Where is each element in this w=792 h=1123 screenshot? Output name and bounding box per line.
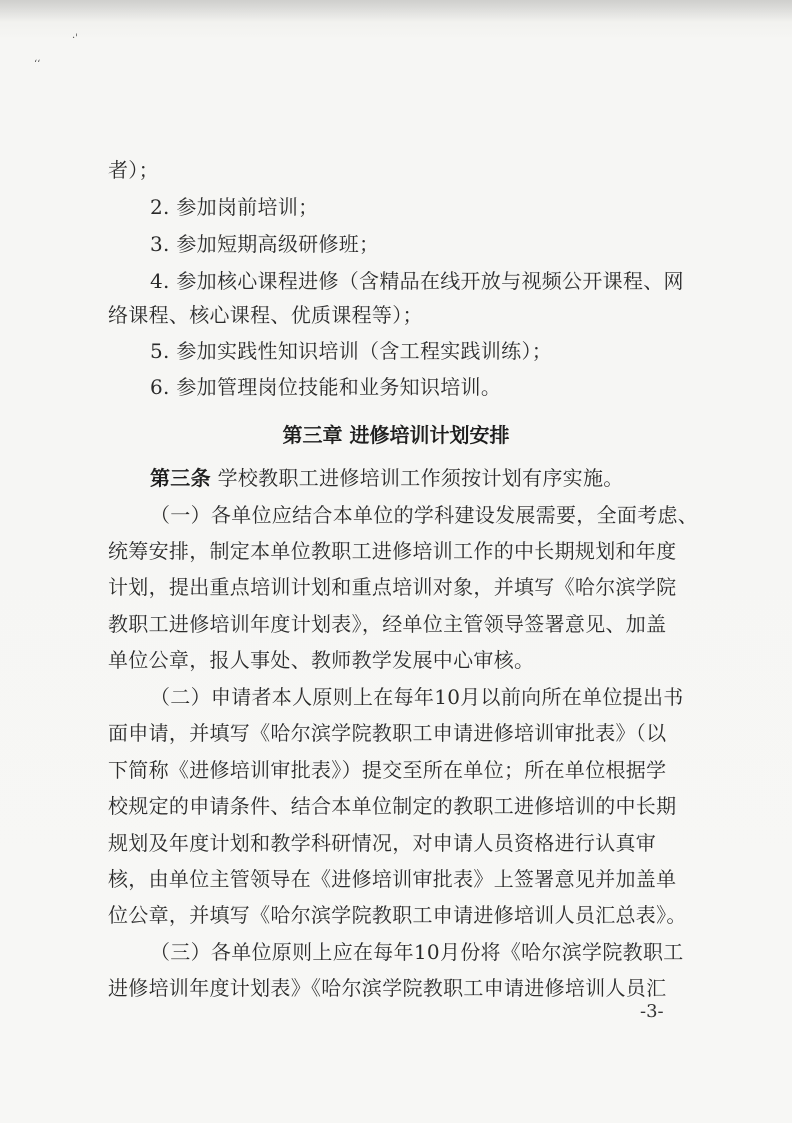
list-item: 4. 参加核心课程进修（含精品在线开放与视频公开课程、网 [150,269,684,293]
paragraph-line: 单位公章，报人事处、教师教学发展中心审核。 [108,648,535,672]
scan-shadow [0,0,792,22]
paragraph-line: 位公章，并填写《哈尔滨学院教职工申请进修培训人员汇总表》。 [108,903,687,927]
article-text: 学校教职工进修培训工作须按计划有序实施。 [210,466,624,490]
list-item: 3. 参加短期高级研修班； [150,232,380,256]
list-item: 6. 参加管理岗位技能和业务知识培训。 [150,375,502,399]
paragraph-line: 校规定的申请条件、结合本单位制定的教职工进修培训的中长期 [108,794,677,818]
paragraph-line: 计划，提出重点培训计划和重点培训对象，并填写《哈尔滨学院 [108,575,677,599]
paragraph-line: 教职工进修培训年度计划表》，经单位主管领导签署意见、加盖 [108,612,667,636]
list-item: 5. 参加实践性知识培训（含工程实践训练）； [150,339,553,363]
paragraph-line: （三）各单位原则上应在每年10月份将《哈尔滨学院教职工 [150,940,684,964]
scan-speck-mark: ‘‘ [34,59,41,70]
paragraph-line: 面申请，并填写《哈尔滨学院教职工申请进修培训审批表》（以 [108,721,667,745]
paragraph-line: 进修培训年度计划表》《哈尔滨学院教职工申请进修培训人员汇 [108,976,667,1000]
chapter-heading: 第三章 进修培训计划安排 [282,423,510,447]
scan-speck-mark: ·' [72,33,78,44]
paragraph-line: 下简称《进修培训审批表》）提交至所在单位；所在单位根据学 [108,758,667,782]
article-line [150,463,624,493]
list-item: 2. 参加岗前培训； [150,195,319,219]
paragraph-line: 统筹安排，制定本单位教职工进修培训工作的中长期规划和年度 [108,539,677,563]
page-number: -3- [640,1001,664,1022]
text-line: 络课程、核心课程、优质课程等）； [108,303,423,327]
article-label: 第三条 [150,466,211,490]
paragraph-line: （二）申请者本人原则上在每年10月以前向所在单位提出书 [150,685,684,709]
paragraph-line: （一）各单位应结合本单位的学科建设发展需要，全面考虑、 [150,503,699,527]
paragraph-line: 规划及年度计划和教学科研情况，对申请人员资格进行认真审 [108,831,657,855]
text-line: 者）； [108,158,159,182]
paragraph-line: 核，由单位主管领导在《进修培训审批表》上签署意见并加盖单 [108,867,677,891]
